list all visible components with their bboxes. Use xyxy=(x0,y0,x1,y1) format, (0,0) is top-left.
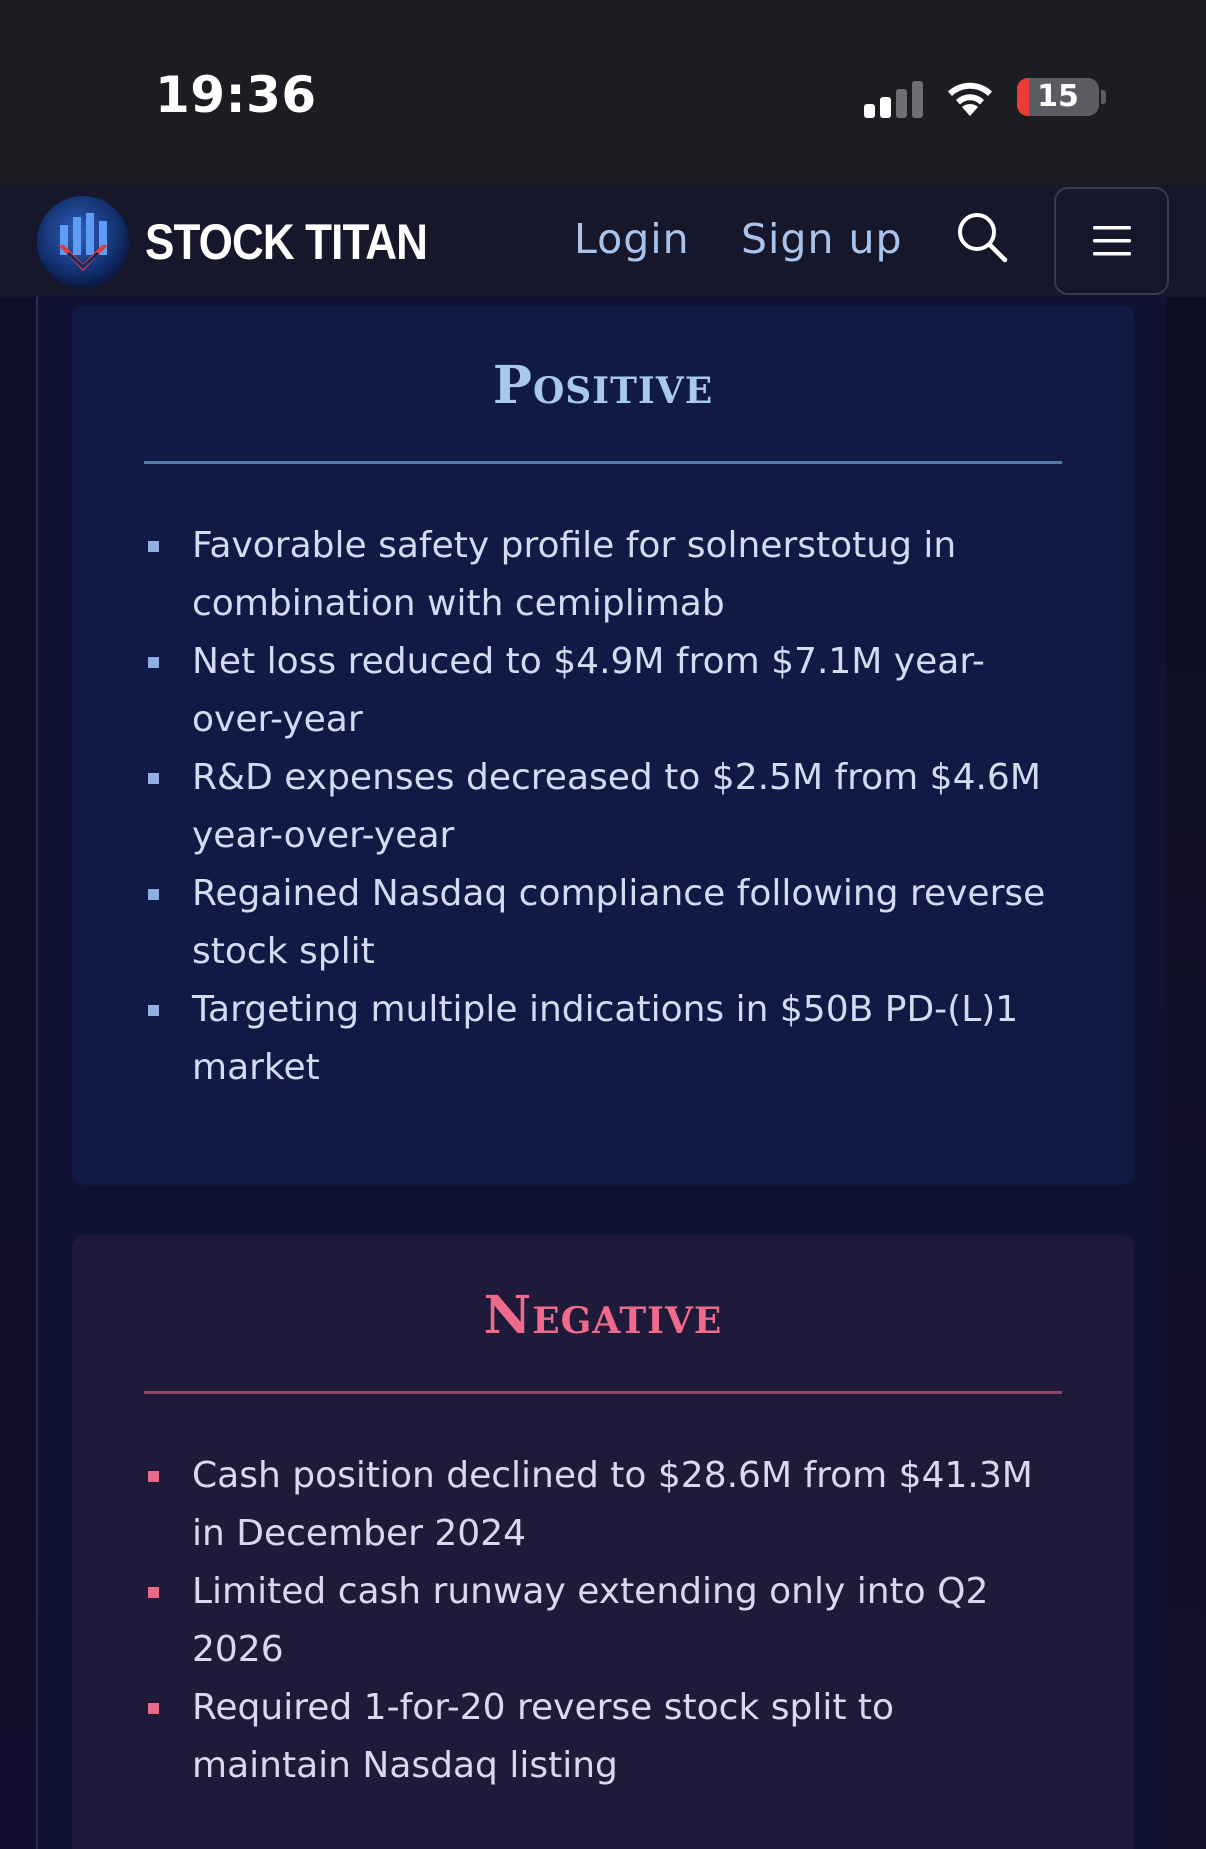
negative-item xyxy=(72,1679,1064,1795)
negative-title: Negative xyxy=(483,1285,723,1346)
negative-item-text: Cash position declined to $28.6M from $41.3M in December 2024 xyxy=(192,1455,1033,1554)
cellular-signal-icon xyxy=(864,80,926,118)
positive-item xyxy=(72,981,1064,1097)
battery-icon xyxy=(1017,78,1099,116)
positive-list xyxy=(144,517,1064,1097)
negative-item-text: Limited cash runway extending only into Q2 2026 xyxy=(192,1571,989,1670)
negative-item xyxy=(72,1563,1064,1679)
bullet-icon xyxy=(148,1587,159,1598)
bullet-icon xyxy=(148,541,159,552)
positive-item-text: Targeting multiple indications in $50B PD-(L)1 market xyxy=(192,989,1019,1088)
bullet-icon xyxy=(148,1703,159,1714)
positive-item xyxy=(72,865,1064,981)
negative-divider xyxy=(144,1391,1062,1394)
negative-item-text: Required 1-for-20 reverse stock split to maintain Nasdaq listing xyxy=(192,1687,895,1786)
positive-divider xyxy=(144,461,1062,464)
bullet-icon xyxy=(148,773,159,784)
positive-item xyxy=(72,633,1064,749)
negative-list xyxy=(144,1447,1064,1795)
battery-nub xyxy=(1101,90,1106,104)
negative-item xyxy=(72,1447,1064,1563)
hamburger-icon xyxy=(1093,224,1131,258)
nav-bar xyxy=(0,185,1206,297)
menu-button[interactable] xyxy=(1054,187,1169,295)
page-edge xyxy=(1166,297,1206,1849)
login-link[interactable]: Login xyxy=(574,215,690,263)
positive-card xyxy=(72,305,1134,1185)
bullet-icon xyxy=(148,657,159,668)
positive-title: Positive xyxy=(492,355,714,416)
search-icon[interactable] xyxy=(955,210,1009,264)
positive-item xyxy=(72,517,1064,633)
negative-card xyxy=(72,1235,1134,1849)
battery-level: 15 xyxy=(1037,79,1079,114)
bullet-icon xyxy=(148,889,159,900)
status-bar xyxy=(0,0,1206,185)
positive-item-text: Regained Nasdaq compliance following reverse stock split xyxy=(192,873,1046,972)
positive-item-text: R&D expenses decreased to $2.5M from $4.6M year-over-year xyxy=(192,757,1041,856)
bullet-icon xyxy=(148,1471,159,1482)
positive-item xyxy=(72,749,1064,865)
positive-item-text: Favorable safety profile for solnerstotug in combination with cemiplimab xyxy=(192,525,957,624)
bullet-icon xyxy=(148,1005,159,1016)
brand-name[interactable]: STOCK TITAN xyxy=(145,214,428,270)
status-time: 19:36 xyxy=(155,66,317,124)
signup-link[interactable]: Sign up xyxy=(741,215,903,263)
wifi-icon xyxy=(944,76,996,118)
stock-titan-logo-icon[interactable] xyxy=(36,195,130,289)
positive-item-text: Net loss reduced to $4.9M from $7.1M year-over-year xyxy=(192,641,985,740)
